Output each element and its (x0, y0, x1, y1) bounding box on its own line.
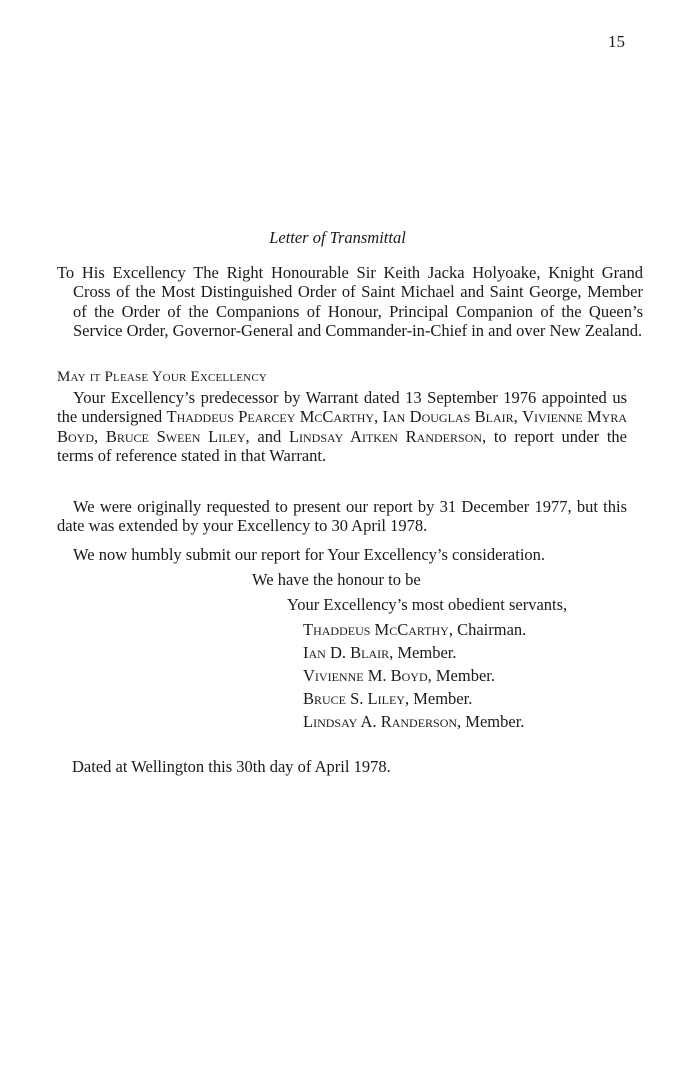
commissioner-name: Bruce Sween Liley (105, 426, 246, 446)
letter-title-text: Letter of Transmittal (269, 228, 406, 247)
commissioner-name: Ian Douglas Blair (382, 407, 514, 427)
signatory-chairman (303, 620, 526, 640)
salutation: May it Please Your Excellency (57, 369, 268, 385)
signatory-name: Ian D. Blair (303, 643, 390, 662)
addressee-block: To His Excellency The Right Honourable Sir Keith Jacka Holyoake, Knight Grand Cross of the Most Distinguished Order of Saint Michael and Saint George, Member of the Order of the Companions of Honour, Principal Companion of the Queen’s Service Order, Governor-General and Commander-in-Chief in and over New Zealand. (57, 263, 643, 340)
separator: , (513, 407, 523, 427)
date-line: Dated at Wellington this 30th day of April 1978. (72, 757, 391, 776)
separator: , and (245, 426, 289, 446)
paragraph-text: Your Excellency’s predecessor by Warrant dated 13 September 1976 appointed us the undersigned (57, 388, 627, 427)
paragraph-warrant (57, 388, 627, 465)
signatory-member (303, 666, 495, 686)
signatory-member (303, 712, 524, 732)
paragraph-extension: We were originally requested to present our report by 31 December 1977, but this date was extended by your Excellency to 30 April 1978. (57, 497, 627, 536)
signatory-name: Lindsay A. Randerson (303, 712, 458, 731)
paragraph-text: , to report under the terms of reference stated in that Warrant. (57, 426, 627, 465)
page-number: 15 (608, 32, 625, 51)
signatory-name: Vivienne M. Boyd (303, 666, 428, 685)
closing-line-1: We have the honour to be (252, 570, 421, 589)
paragraph-submission: We now humbly submit our report for Your Excellency’s consideration. (73, 545, 546, 564)
closing-line-2: Your Excellency’s most obedient servants, (287, 595, 568, 614)
signatory-role: , Chairman. (448, 620, 527, 639)
separator: , (374, 407, 383, 427)
letter-title (0, 228, 700, 248)
separator: , (94, 426, 106, 446)
commissioner-name: Thaddeus Pearcey McCarthy (166, 407, 375, 427)
signatory-role: , Member. (389, 643, 457, 662)
signatory-member (303, 643, 457, 663)
signatory-member (303, 689, 472, 709)
commissioner-name: Lindsay Aitken Randerson (288, 426, 483, 446)
signatory-role: , Member. (457, 712, 525, 731)
signatory-name: Bruce S. Liley (303, 689, 405, 708)
signatory-name: Thaddeus McCarthy (303, 620, 449, 639)
signatory-role: , Member. (404, 689, 473, 708)
commissioner-name: Vivienne Myra Boyd (57, 407, 627, 446)
signatory-role: , Member. (427, 666, 495, 685)
